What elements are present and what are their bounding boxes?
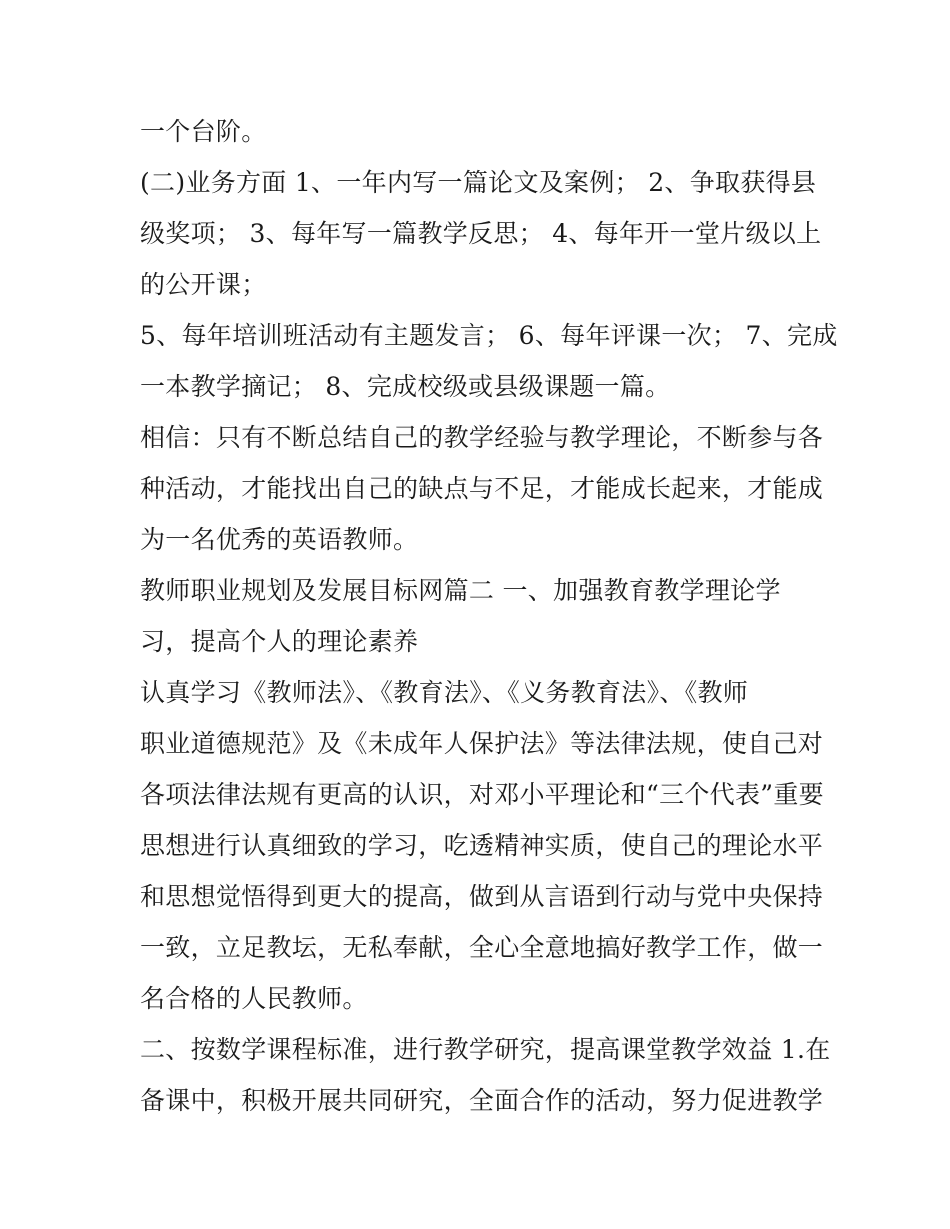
- text-line: 名合格的人民教师。: [140, 984, 368, 1013]
- section-heading-line: 教师职业规划及发展目标网篇二 一、加强教育教学理论学: [140, 576, 781, 605]
- text-line: 和思想觉悟得到更大的提高，做到从言语到行动与党中央保持: [140, 882, 824, 911]
- text-line: 一个台阶。: [140, 117, 267, 146]
- text-line: 级奖项； 3、每年写一篇教学反思； 4、每年开一堂片级以上: [140, 219, 822, 248]
- section-heading-line: 习，提高个人的理论素养: [140, 627, 419, 656]
- text-line: (二)业务方面 1、一年内写一篇论文及案例； 2、争取获得县: [140, 168, 817, 197]
- text-line: 种活动，才能找出自己的缺点与不足，才能成长起来，才能成: [140, 474, 824, 503]
- text-line: 5、每年培训班活动有主题发言； 6、每年评课一次； 7、完成: [140, 321, 838, 350]
- text-line: 职业道德规范》及《未成年人保护法》等法律法规，使自己对: [140, 729, 824, 758]
- text-line: 一致，立足教坛，无私奉献，全心全意地搞好教学工作，做一: [140, 933, 824, 962]
- text-line: 相信：只有不断总结自己的教学经验与教学理论，不断参与各: [140, 423, 824, 452]
- text-line: 各项法律法规有更高的认识，对邓小平理论和“三个代表”重要: [140, 780, 824, 809]
- text-line: 二、按数学课程标准，进行教学研究，提高课堂教学效益 1.在: [140, 1035, 831, 1064]
- document-body: [140, 106, 838, 1126]
- text-line: 为一名优秀的英语教师。: [140, 525, 419, 554]
- text-line: 思想进行认真细致的学习，吃透精神实质，使自己的理论水平: [140, 831, 824, 860]
- text-line: 的公开课；: [140, 270, 267, 299]
- text-line: 认真学习《教师法》、《教育法》、《义务教育法》、《教师: [140, 678, 749, 707]
- text-line: 备课中，积极开展共同研究，全面合作的活动，努力促进教学: [140, 1086, 824, 1115]
- text-line: 一本教学摘记； 8、完成校级或县级课题一篇。: [140, 372, 671, 401]
